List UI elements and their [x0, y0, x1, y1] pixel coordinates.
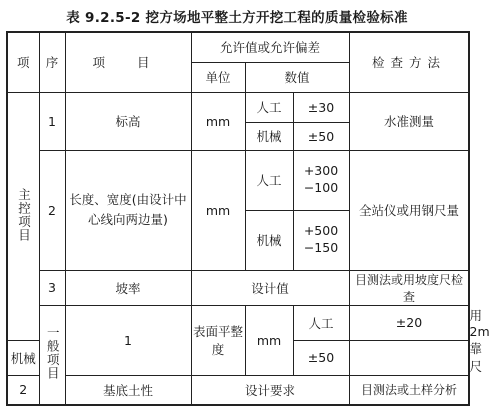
row2-seq: 2	[39, 150, 65, 270]
grow1-machine-label: 机械	[7, 340, 39, 375]
table-row	[7, 92, 469, 122]
row2-manual-value	[293, 150, 349, 210]
table-row: 一般项目 1 表面平整度 mm 人工 ±20 用 2m 靠尺	[7, 305, 469, 340]
table-row	[7, 270, 469, 305]
grow1-item: 表面平整度	[191, 305, 245, 375]
row2-machine-value	[293, 210, 349, 270]
grow2-tolerance: 设计要求	[191, 375, 349, 405]
row3-seq: 3	[39, 270, 65, 305]
group-general-cell	[39, 305, 65, 405]
row1-machine-value: ±50	[293, 122, 349, 150]
group-main-label: 主控项目	[16, 187, 32, 242]
row2-machine-label: 机械	[245, 210, 293, 270]
row2-unit: mm	[191, 150, 245, 270]
grow2-seq: 2	[7, 375, 39, 405]
group-main-cell	[7, 92, 39, 340]
row1-method: 水准测量	[349, 92, 469, 150]
row1-item: 标高	[65, 92, 191, 150]
grow1-manual-label: 人工	[293, 305, 349, 340]
row2-manual-minus: −100	[303, 180, 339, 195]
table-title: 表 9.2.5-2 挖方场地平整土方开挖工程的质量检验标准	[66, 10, 408, 26]
row2-manual-label: 人工	[245, 150, 293, 210]
row1-manual-label: 人工	[245, 92, 293, 122]
header-tolerance: 允许值或允许偏差	[191, 32, 349, 62]
grow2-method: 目测法或土样分析	[349, 375, 469, 405]
grow1-seq: 1	[65, 305, 191, 375]
row1-machine-label: 机械	[245, 122, 293, 150]
row3-item: 坡率	[65, 270, 191, 305]
header-method: 检查方法	[349, 32, 469, 92]
quality-standard-table	[6, 31, 490, 406]
header-row-1	[7, 32, 469, 62]
header-item: 项 目	[65, 32, 191, 92]
header-value: 数值	[245, 62, 349, 92]
row1-manual-value: ±30	[293, 92, 349, 122]
row2-manual-plus: +300	[303, 163, 339, 179]
header-category: 项	[7, 32, 39, 92]
table-row	[7, 375, 469, 405]
row3-method: 目测法或用坡度尺检查	[349, 270, 469, 305]
row3-tolerance: 设计值	[191, 270, 349, 305]
group-general-label: 一般项目	[45, 326, 61, 381]
table-row	[7, 150, 469, 210]
grow1-machine-value: ±50	[293, 340, 349, 375]
grow2-item: 基底土性	[65, 375, 191, 405]
row1-unit: mm	[191, 92, 245, 150]
row2-item: 长度、宽度(由设计中心线向两边量)	[65, 150, 191, 270]
row1-seq: 1	[39, 92, 65, 150]
row2-machine-minus: −150	[303, 240, 339, 255]
header-seq: 序	[39, 32, 65, 92]
row2-machine-plus: +500	[303, 223, 339, 239]
header-unit: 单位	[191, 62, 245, 92]
grow1-manual-value: ±20	[349, 305, 469, 340]
row2-method: 全站仪或用钢尺量	[349, 150, 469, 270]
grow1-unit: mm	[245, 305, 293, 375]
